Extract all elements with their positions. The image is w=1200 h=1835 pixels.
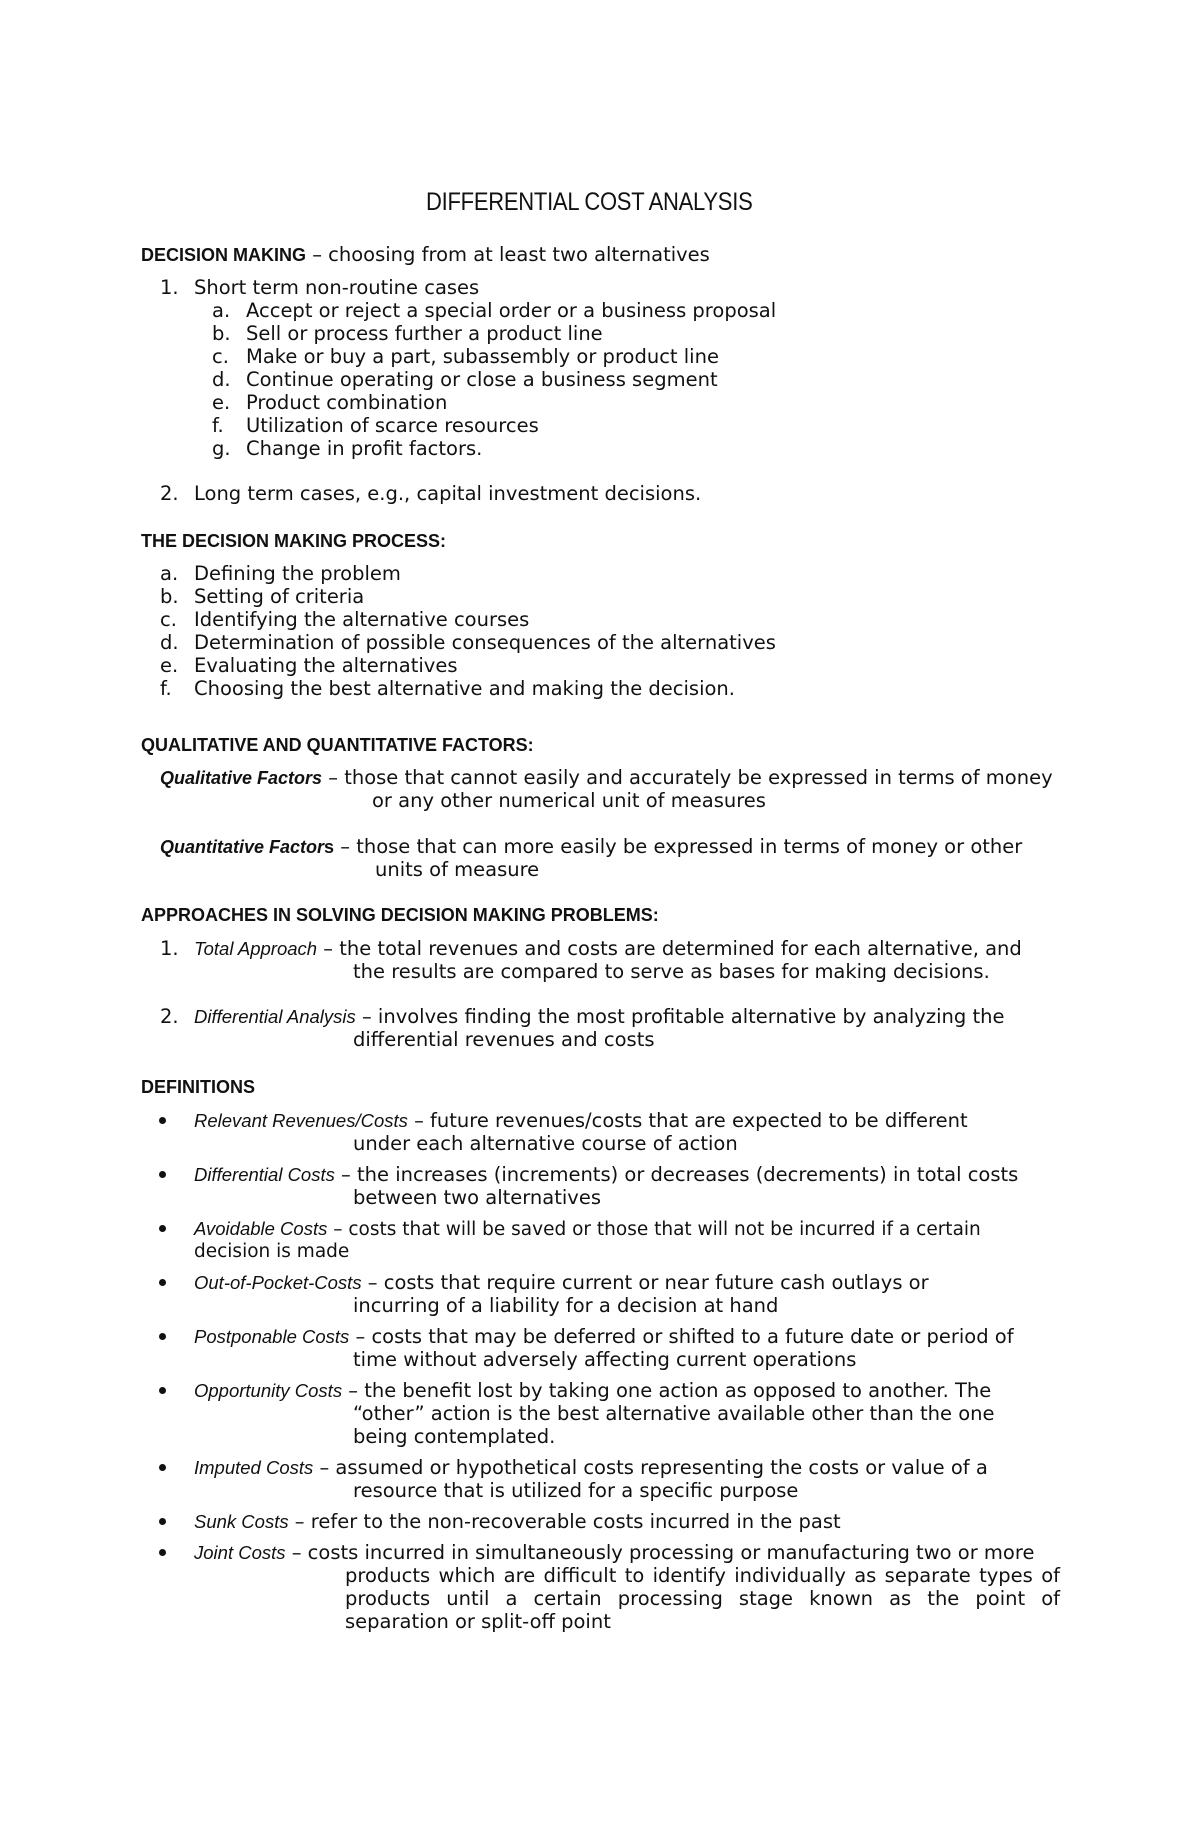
definition-text: – costs incurred in simultaneously processing or manufacturing two or more [285, 1541, 1035, 1564]
section-heading-definitions: DEFINITIONS [141, 1077, 256, 1097]
list-letter: c. [212, 345, 229, 368]
list-number: 2. [160, 1005, 179, 1028]
list-letter: b. [160, 585, 179, 608]
definition-item [194, 1510, 841, 1533]
definition-term: Relevant Revenues/Costs [194, 1110, 408, 1131]
list-letter: c. [160, 608, 177, 631]
bullet [159, 1518, 166, 1525]
list-item: Product combination [246, 391, 448, 414]
list-letter: a. [160, 562, 179, 585]
list-item: Choosing the best alternative and making the decision. [194, 677, 735, 700]
list-letter: f. [160, 677, 172, 700]
definition-continuation: decision is made [194, 1241, 350, 1262]
approach-text: – the total revenues and costs are determined for each alternative, and [317, 937, 1022, 960]
approach-text: – involves finding the most profitable alternative by analyzing the [355, 1005, 1005, 1028]
definition-term: Postponable Costs [194, 1326, 350, 1347]
definition-item [194, 1325, 1014, 1348]
list-item: Identifying the alternative courses [194, 608, 530, 631]
definition-continuation: separation or split-off point [345, 1610, 611, 1633]
list-number: 1. [160, 276, 179, 299]
decision-making-definition [141, 243, 710, 267]
list-item: Sell or process further a product line [246, 322, 603, 345]
quantitative-factors-term: Quantitative Factor [160, 837, 325, 857]
bullet [159, 1464, 166, 1471]
definition-continuation: or any other numerical unit of measures [372, 789, 766, 812]
definition-text: – those that cannot easily and accurately be expressed in terms of money [322, 766, 1053, 789]
definition-term: Out-of-Pocket-Costs [194, 1272, 362, 1293]
definition-text: – costs that may be deferred or shifted to a future date or period of [349, 1325, 1014, 1348]
approach-term: Differential Analysis [194, 1006, 356, 1027]
definition-item [194, 1541, 1034, 1564]
definition-item [194, 1379, 991, 1402]
definition-continuation: between two alternatives [353, 1186, 601, 1209]
section-heading-factors: QUALITATIVE AND QUANTITATIVE FACTORS: [141, 735, 534, 755]
definition-term: Differential Costs [194, 1164, 335, 1185]
definition-continuation: differential revenues and costs [353, 1028, 655, 1051]
list-item: Make or buy a part, subassembly or product line [246, 345, 719, 368]
list-item: Continue operating or close a business segment [246, 368, 718, 391]
list-item: Utilization of scarce resources [246, 414, 539, 437]
definition-item [194, 1271, 929, 1294]
bullet [159, 1117, 166, 1124]
definition-text: – costs that require current or near future cash outlays or [361, 1271, 929, 1294]
definition-continuation: time without adversely affecting current operations [353, 1348, 857, 1371]
definition-text: – costs that will be saved or those that will not be incurred if a certain [327, 1219, 981, 1240]
definition-continuation: “other” action is the best alternative available other than the one [353, 1402, 995, 1425]
decision-making-term: DECISION MAKING [141, 245, 307, 265]
section-heading-approaches: APPROACHES IN SOLVING DECISION MAKING PROBLEMS: [141, 905, 659, 925]
definition-item [194, 1163, 1018, 1186]
definition-item [194, 1217, 981, 1241]
approach-total [194, 937, 1022, 960]
qualitative-factors-definition [160, 766, 1053, 790]
list-letter: b. [212, 322, 231, 345]
definition-term: Avoidable Costs [194, 1218, 328, 1239]
definition-continuation: being contemplated. [353, 1425, 556, 1448]
definition-text: – future revenues/costs that are expected to be different [407, 1109, 968, 1132]
approach-differential [194, 1005, 1004, 1028]
list-item: Setting of criteria [194, 585, 365, 608]
list-letter: d. [160, 631, 179, 654]
list-number: 1. [160, 937, 179, 960]
quantitative-factors-term-tail: s [324, 837, 335, 857]
list-item: Short term non-routine cases [194, 276, 480, 299]
definition-text: – those that can more easily be expressed in terms of money or other [334, 835, 1023, 858]
bullet [159, 1387, 166, 1394]
definition-term: Opportunity Costs [194, 1380, 343, 1401]
bullet [159, 1279, 166, 1286]
list-letter: e. [212, 391, 231, 414]
bullet [159, 1549, 166, 1556]
list-item: Change in profit factors. [246, 437, 483, 460]
definition-continuation: the results are compared to serve as bases for making decisions. [353, 960, 990, 983]
definition-text: – assumed or hypothetical costs representing the costs or value of a [313, 1456, 988, 1479]
list-item: Accept or reject a special order or a business proposal [246, 299, 777, 322]
bullet [159, 1333, 166, 1340]
list-letter: f. [212, 414, 224, 437]
definition-continuation: resource that is utilized for a specific purpose [353, 1479, 799, 1502]
list-item: Evaluating the alternatives [194, 654, 458, 677]
definition-item [194, 1109, 968, 1132]
list-letter: a. [212, 299, 231, 322]
definition-continuation: products until a certain processing stage known as the point of [345, 1587, 1060, 1610]
list-letter: g. [212, 437, 231, 460]
definition-text: – refer to the non-recoverable costs incurred in the past [288, 1510, 841, 1533]
section-heading-process: THE DECISION MAKING PROCESS: [141, 531, 447, 551]
definition-continuation: products which are difficult to identify individually as separate types of [345, 1564, 1060, 1587]
list-letter: d. [212, 368, 231, 391]
definition-text: – the increases (increments) or decreases (decrements) in total costs [334, 1163, 1019, 1186]
approach-term: Total Approach [194, 938, 318, 959]
definition-item [194, 1456, 988, 1479]
list-item: Defining the problem [194, 562, 401, 585]
definition-continuation: incurring of a liability for a decision at hand [353, 1294, 779, 1317]
list-item: Determination of possible consequences of the alternatives [194, 631, 776, 654]
decision-making-def-text: – choosing from at least two alternatives [306, 243, 710, 266]
list-item: Long term cases, e.g., capital investment decisions. [194, 482, 702, 505]
definition-term: Imputed Costs [194, 1457, 314, 1478]
document-title: DIFFERENTIAL COST ANALYSIS [426, 188, 753, 216]
definition-continuation: units of measure [375, 858, 540, 881]
qualitative-factors-term: Qualitative Factors [160, 768, 323, 788]
bullet [159, 1171, 166, 1178]
bullet [159, 1225, 166, 1232]
list-letter: e. [160, 654, 179, 677]
definition-continuation: under each alternative course of action [353, 1132, 738, 1155]
definition-term: Joint Costs [194, 1542, 286, 1563]
list-number: 2. [160, 482, 179, 505]
quantitative-factors-definition [160, 835, 1022, 859]
definition-text: – the benefit lost by taking one action as opposed to another. The [342, 1379, 992, 1402]
definition-term: Sunk Costs [194, 1511, 289, 1532]
